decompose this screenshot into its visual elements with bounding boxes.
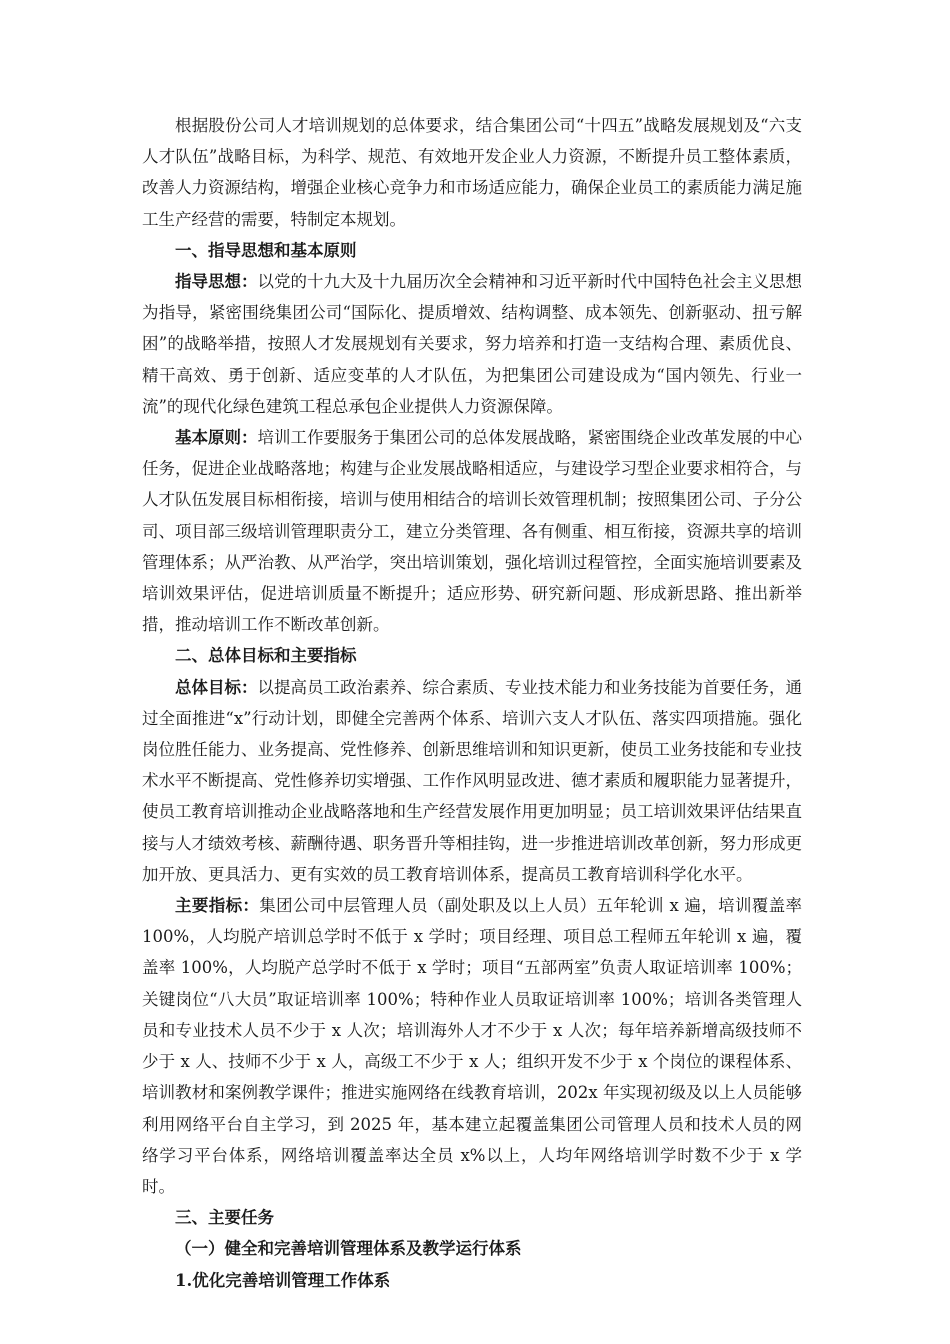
overall-goal-paragraph [142,672,802,890]
document-page [142,110,802,1296]
main-index-label: 主要指标： [175,896,260,916]
subsection-heading-3-1: （一）健全和完善培训管理体系及教学运行体系 [175,1239,522,1259]
intro-paragraph: 根据股份公司人才培训规划的总体要求，结合集团公司“十四五”战略发展规划及“六支人才队伍”战略目标，为科学、规范、有效地开发企业人力资源，不断提升员工整体素质，改善人力资源结构，增强企业核心竞争力和市场适应能力，确保企业员工的素质能力满足施工生产经营的需要，特制定本规划。 [142,116,802,229]
basic-principle-paragraph [142,422,802,640]
guiding-thought-label: 指导思想： [175,272,258,292]
section-heading-2: 二、总体目标和主要指标 [175,646,357,666]
basic-principle-label: 基本原则： [175,428,258,448]
subsection-heading-3-1-1: 1.优化完善培训管理工作体系 [175,1270,391,1290]
guiding-thought-paragraph [142,266,802,422]
overall-goal-text: 以提高员工政治素养、综合素质、专业技术能力和业务技能为首要任务，通过全面推进“x”行动计划，即健全完善两个体系、培训六支人才队伍、落实四项措施。强化岗位胜任能力、业务提高、党性修养、创新思维培训和知识更新，使员工业务技能和专业技术水平不断提高、党性修养切实增强、工作作风明显改进、德才素质和履职能力显著提升，使员工教育培训推动企业战略落地和生产经营发展作用更加明显；员工培训效果评估结果直接与人才绩效考核、薪酬待遇、职务晋升等相挂钩，进一步推进培训改革创新，努力形成更加开放、更具活力、更有实效的员工教育培训体系，提高员工教育培训科学化水平。 [142,677,802,884]
overall-goal-label: 总体目标： [175,677,258,697]
guiding-thought-text: 以党的十九大及十九届历次全会精神和习近平新时代中国特色社会主义思想为指导，紧密围绕集团公司“国际化、提质增效、结构调整、成本领先、创新驱动、扭亏解困”的战略举措，按照人才发展规划有关要求，努力培养和打造一支结构合理、素质优良、精干高效、勇于创新、适应变革的人才队伍，为把集团公司建设成为“国内领先、行业一流”的现代化绿色建筑工程总承包企业提供人力资源保障。 [142,272,802,416]
section-heading-1: 一、指导思想和基本原则 [175,240,357,260]
section-heading-3: 三、主要任务 [175,1208,274,1228]
main-index-text: 集团公司中层管理人员（副处职及以上人员）五年轮训 x 遍，培训覆盖率 100%，人均脱产培训总学时不低于 x 学时；项目经理、项目总工程师五年轮训 x 遍，覆盖率 100%，人均脱产总学时不低于 x 学时；项目“五部两室”负责人取证培训率 100%；关键岗位“八大员”取证培训率 100%；特种作业人员取证培训率 100%；培训各类管理人员和专业技术人员不少于 x 人次；培训海外人才不少于 x 人次；每年培养新增高级技师不少于 x 人、技师不少于 x 人，高级工不少于 x 人；组织开发不少于 x 个岗位的课程体系、培训教材和案例教学课件；推进实施网络在线教育培训，202x 年实现初级及以上人员能够利用网络平台自主学习，到 2025 年，基本建立起覆盖集团公司管理人员和技术人员的网络学习平台体系，网络培训覆盖率达全员 x%以上，人均年网络培训学时数不少于 x 学时。 [142,896,803,1196]
basic-principle-text: 培训工作要服务于集团公司的总体发展战略，紧密围绕企业改革发展的中心任务，促进企业战略落地；构建与企业发展战略相适应，与建设学习型企业要求相符合，与人才队伍发展目标相衔接，培训与使用相结合的培训长效管理机制；按照集团公司、子分公司、项目部三级培训管理职责分工，建立分类管理、各有侧重、相互衔接，资源共享的培训管理体系；从严治教、从严治学，突出培训策划，强化培训过程管控，全面实施培训要素及培训效果评估，促进培训质量不断提升；适应形势、研究新问题、形成新思路、推出新举措，推动培训工作不断改革创新。 [142,428,802,635]
main-index-paragraph [142,890,802,1202]
